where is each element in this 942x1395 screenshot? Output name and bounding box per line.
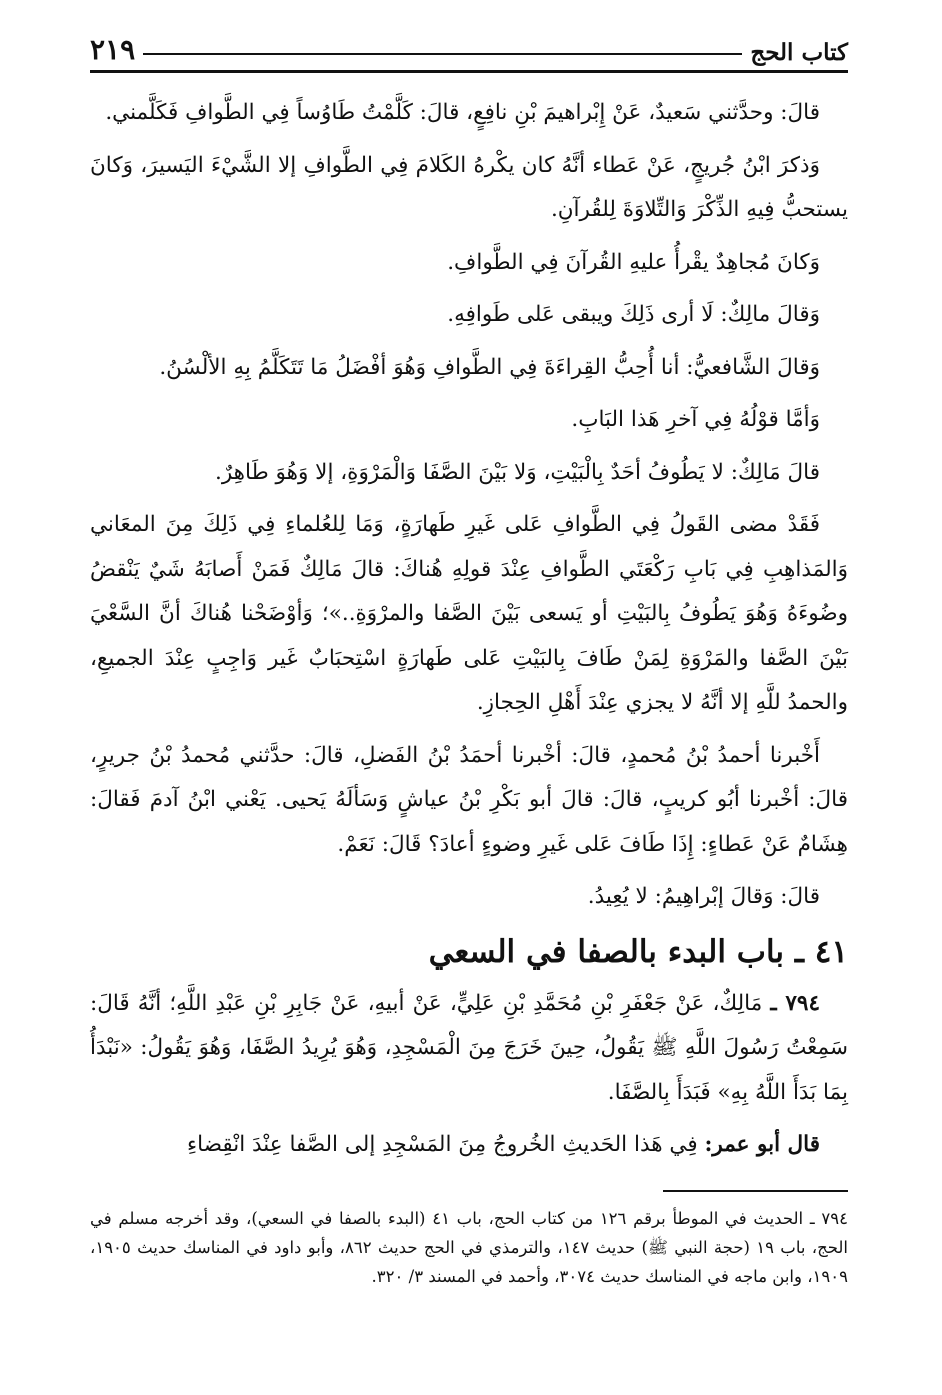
paragraph: فَقَدْ مضى القَولُ فِي الطَّوافِ عَلى غَيرِ طَهارَةٍ، وَمَا لِلعُلماءِ فِي ذَلِكَ مِنَ المعَاني وَالمَذاهِبِ فِي بَابِ رَكْعَتَي الطَّوافِ عِنْدَ قولِهِ هُناكَ: قالَ مَالِكٌ فَمَنْ أَصابَهُ شَيٌ يَنْقضُ وضُوءَهُ وَهُوَ يَطُوفُ بِالبَيْتِ أو يَسعى بَيْنَ الصَّفا والمرْوَةِ..»؛ وَأوْضَحْنا هُناكَ أنَّ السَّعْيَ بَيْنَ الصَّفا والمَرْوَةِ لِمَنْ طَافَ بِالبَيْتِ عَلى طَهارَةٍ اسْتِحبَابٌ غَير وَاجِبٍ عِنْدَ الجميعِ، والحمدُ للَّهِ إلا أنَّهُ لا يجزي عِنْدَ أَهْلِ الحِجازِ.: [90, 512, 848, 715]
paragraph: قالَ مَالِكٌ: لا يَطُوفُ أحَدٌ بِالْبَيْتِ، وَلا بَيْنَ الصَّفَا وَالْمَرْوَةِ، إلا وَهُوَ طَاهِرٌ.: [214, 459, 820, 485]
chapter-heading: ٤١ ـ باب البدء بالصفا في السعي: [428, 933, 848, 970]
commentary-lead: قال أبو عمر:: [704, 1132, 820, 1157]
book-title: كتاب الحج: [750, 39, 848, 66]
paragraph: وَذكرَ ابْنُ جُريجٍ، عَنْ عَطاء أنَّهُ كان يكْرهُ الكَلامَ فِي الطَّوافِ إلا الشَّيْءَ اليَسيرَ، وَكانَ يستحبُّ فِيهِ الذِّكْرَ وَالتِّلاوَةَ لِلقُرآنِ.: [90, 152, 848, 222]
paragraph: قالَ: وَقالَ إبْراهِيمُ: لا يُعِيدُ.: [587, 884, 820, 909]
header-rule: [143, 53, 742, 55]
page-number: ٢١٩: [90, 33, 136, 66]
main-text: [90, 91, 848, 1168]
running-header: [90, 22, 848, 66]
book-page: [90, 22, 848, 1291]
hadith-text: مَالِكٌ، عَنْ جَعْفَرِ بْنِ مُحَمَّدِ بْنِ عَلِيٍّ، عَنْ أبيهِ، عَنْ جَابِرِ بْنِ عَبْدِ اللَّهِ؛ أنَّهُ قَالَ: سَمِعْتُ رَسُولَ اللَّهِ ﷺ يَقُولُ، حِينَ خَرَجَ مِنَ الْمَسْجِدِ، وَهُوَ يُرِيدُ الصَّفَا، وَهُوَ يَقُولُ: «نَبْدَأُ بِمَا بَدَأَ اللَّهُ بِهِ» فَبَدَأَ بِالصَّفَا.: [90, 990, 848, 1105]
paragraph: قالَ: وحدَّثني سَعيدٌ، عَنْ إِبْراهيمَ بْنِ نافِعٍ، قالَ: كَلَّمْتُ طَاوُساً فِي الطَّوافِ فَكَلَّمني.: [105, 100, 820, 125]
header-divider: [90, 70, 848, 73]
footnote-divider: [663, 1190, 848, 1192]
paragraph: وَكانَ مُجاهِدٌ يقْرأُ عليهِ القُرآنَ فِي الطَّوافِ.: [447, 249, 820, 275]
footnote: ٧٩٤ ـ الحديث في الموطأ برقم ١٢٦ من كتاب الحج، باب ٤١ (البدء بالصفا في السعي)، وقد أخرجه مسلم في الحج، باب ١٩ (حجة النبي ﷺ) حديث ١٤٧، والترمذي في الحج حديث ٨٦٢، وأبو داود في المناسك حديث ١٩٠٥، ١٩٠٩، وابن ماجه في المناسك حديث ٣٠٧٤، وأحمد في المسند ٣/ ٣٢٠.: [90, 1208, 849, 1286]
hadith-paragraph: [90, 982, 848, 1116]
paragraph: أَخْبرنا أحمدُ بْنُ مُحمدٍ، قالَ: أخْبرنا أحمَدُ بْنُ الفَضلِ، قالَ: حدَّثني مُحمدُ بْنُ جريرٍ، قالَ: أخْبرنا أبُو كريبٍ، قالَ: قالَ أبو بَكْرِ بْنُ عياشٍ وَسَألَهُ يَحيى. يَعْني ابْنُ آدمَ فَقالَ: هِشَامٌ عَنْ عَطاءٍ: إِذَا طَافَ عَلى غَيرِ وضوءٍ أعادَ؟ قَالَ: نَعَمْ.: [90, 742, 848, 857]
hadith-number: ٧٩٤ ـ: [770, 990, 820, 1016]
paragraph: وَأمَّا قوْلُهُ فِي آخرِ هَذا البَابِ.: [571, 407, 820, 432]
commentary-paragraph: [90, 1123, 848, 1168]
commentary-text: فِي هَذا الحَديثِ الخُروجُ مِنَ المَسْجِدِ إلى الصَّفا عِنْدَ انْقِضاءِ: [187, 1132, 698, 1157]
paragraph: وَقالَ الشَّافعيُّ: أنا أُحِبُّ القِراءَةَ فِي الطَّوافِ وَهُوَ أفْضَلُ مَا تَتَكَلَّمُ بِهِ الألْسُنُ.: [159, 354, 820, 380]
paragraph: وَقالَ مالِكٌ: لَا أرى ذَلِكَ ويبقى عَلى طَوافِهِ.: [447, 302, 820, 327]
